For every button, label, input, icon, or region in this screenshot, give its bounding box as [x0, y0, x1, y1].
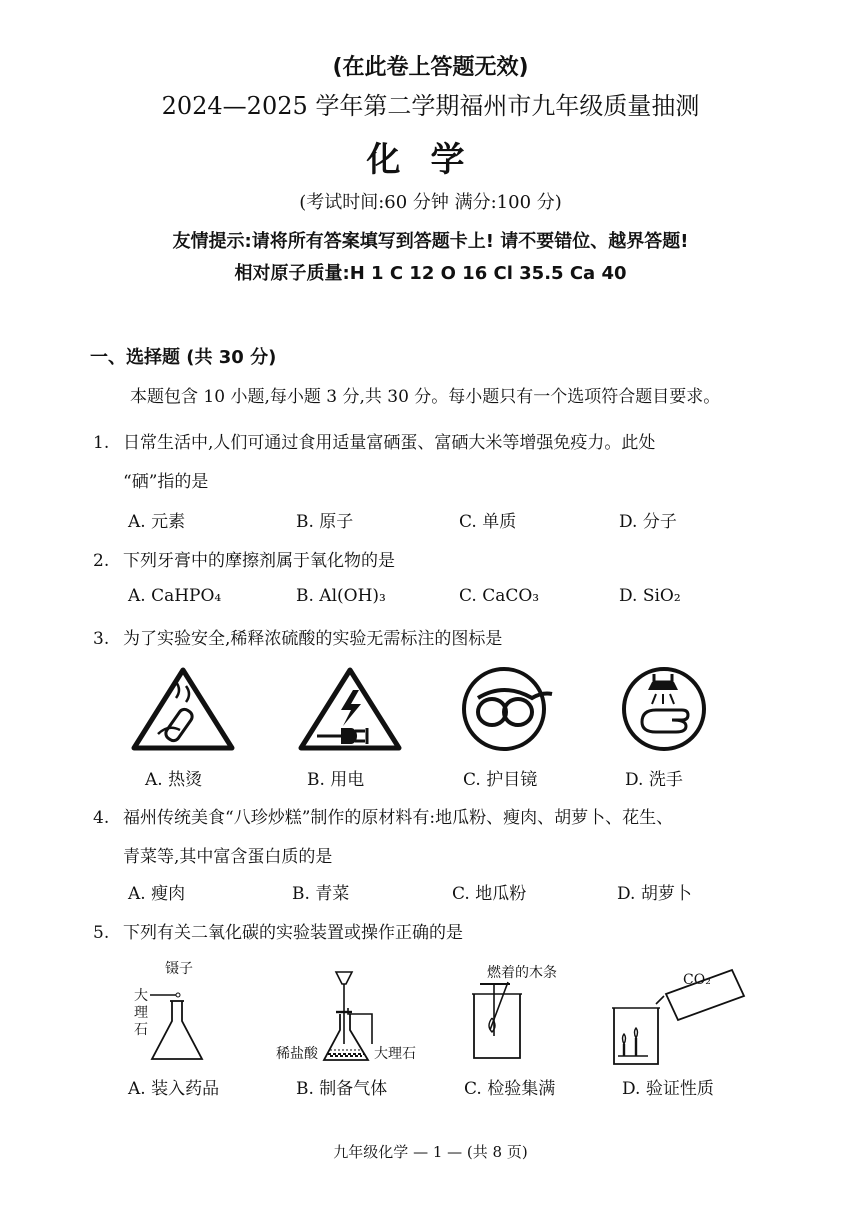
label-marble-vertical: 大理石 — [134, 988, 148, 1038]
question-5-options — [128, 1074, 714, 1099]
subject-title: 化学 — [366, 140, 495, 180]
flask-loading-figure — [148, 985, 208, 1065]
option-c: C. CaCO₃ — [459, 586, 540, 606]
hot-hazard-icon — [128, 664, 238, 754]
question-4-cont: 青菜等,其中富含蛋白质的是 — [123, 847, 333, 867]
question-number: 2. — [93, 551, 110, 571]
time-info: (考试时间:60 分钟 满分:100 分) — [299, 192, 562, 213]
label-co2: CO₂ — [683, 972, 711, 988]
option-d: D. 胡萝卜 — [617, 884, 692, 904]
label-dilute-acid: 稀盐酸 — [276, 1046, 318, 1062]
option-d: D. SiO₂ — [619, 586, 681, 606]
label-burning-stick: 燃着的木条 — [487, 965, 557, 981]
question-1 — [93, 428, 655, 453]
question-text: 日常生活中,人们可通过食用适量富硒蛋、富硒大米等增强免疫力。此处 — [123, 433, 656, 453]
question-text: 下列牙膏中的摩擦剂属于氧化物的是 — [123, 551, 395, 571]
option-b: B. 制备气体 — [296, 1079, 388, 1099]
option-b: B. 原子 — [296, 512, 354, 532]
question-number: 4. — [93, 808, 110, 828]
option-b: B. 青菜 — [292, 884, 350, 904]
page-footer: 九年级化学 — 1 — (共 8 页) — [333, 1143, 528, 1161]
hand-wash-icon — [616, 664, 712, 754]
option-d: D. 分子 — [619, 512, 677, 532]
question-3 — [93, 624, 502, 649]
option-a: A. 元素 — [128, 512, 186, 532]
electric-hazard-icon — [295, 664, 405, 754]
tip-line: 友情提示:请将所有答案填写到答题卡上! 请不要错位、越界答题! — [172, 231, 689, 252]
co2-pour-figure — [606, 960, 746, 1068]
question-4-options — [128, 879, 692, 904]
option-a: A. 装入药品 — [128, 1079, 220, 1099]
option-a: A. 瘦肉 — [128, 884, 186, 904]
gas-jar-test-figure — [468, 978, 528, 1064]
question-5 — [93, 918, 463, 943]
option-d: D. 洗手 — [625, 770, 683, 790]
question-number: 1. — [93, 433, 110, 453]
question-2 — [93, 546, 395, 571]
question-1-options — [128, 507, 677, 532]
label-tweezers: 镊子 — [165, 961, 193, 977]
goggles-icon — [458, 664, 554, 754]
question-text: 福州传统美食“八珍炒糕”制作的原材料有:地瓜粉、瘦肉、胡萝卜、花生、 — [123, 808, 674, 828]
label-marble: 大理石 — [374, 1046, 416, 1062]
option-c: C. 地瓜粉 — [452, 884, 527, 904]
option-d: D. 验证性质 — [622, 1079, 714, 1099]
exam-title: 2024—2025 学年第二学期福州市九年级质量抽测 — [161, 92, 700, 120]
question-1-cont: “硒”指的是 — [123, 472, 209, 492]
question-text: 下列有关二氧化碳的实验装置或操作正确的是 — [123, 923, 463, 943]
invalid-note: (在此卷上答题无效) — [332, 55, 529, 80]
question-number: 3. — [93, 629, 110, 649]
section-instruction: 本题包含 10 小题,每小题 3 分,共 30 分。每小题只有一个选项符合题目要求。 — [130, 387, 721, 407]
option-c: C. 检验集满 — [464, 1079, 556, 1099]
option-c: C. 单质 — [459, 512, 517, 532]
question-text: 为了实验安全,稀释浓硫酸的实验无需标注的图标是 — [123, 629, 503, 649]
question-4 — [93, 803, 673, 828]
question-3-options — [145, 765, 683, 790]
option-b: B. Al(OH)₃ — [296, 586, 386, 606]
option-a: A. 热烫 — [145, 770, 203, 790]
atomic-mass-line: 相对原子质量:H 1 C 12 O 16 Cl 35.5 Ca 40 — [234, 263, 627, 284]
option-b: B. 用电 — [307, 770, 365, 790]
question-2-options — [128, 586, 681, 606]
question-number: 5. — [93, 923, 110, 943]
option-a: A. CaHPO₄ — [128, 586, 222, 606]
option-c: C. 护目镜 — [463, 770, 538, 790]
section-title: 一、选择题 (共 30 分) — [90, 347, 277, 368]
